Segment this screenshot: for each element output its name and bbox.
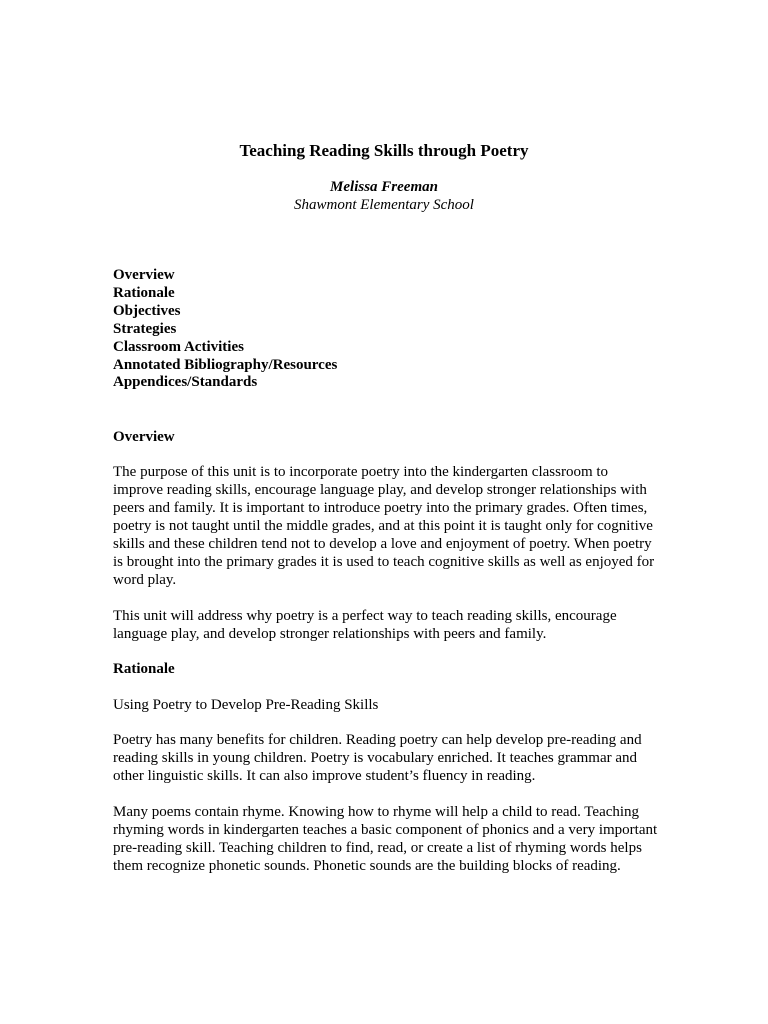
toc-item-rationale: Rationale [113, 284, 175, 301]
toc-item-objectives: Objectives [113, 302, 181, 319]
table-of-contents [113, 267, 673, 392]
school-name: Shawmont Elementary School [294, 197, 474, 213]
toc-item-appendices-standards: Appendices/Standards [113, 374, 258, 391]
rationale-paragraph-2: Many poems contain rhyme. Knowing how to rhyme will help a child to read. Teaching rhyming words in kindergarten teaches a basic component of phonics and a very important pre-reading skill. Teaching children to find, read, or create a list of rhyming words helps them recognize phonetic sounds. Phonetic sounds are the building blocks of reading. [113, 804, 658, 874]
rationale-paragraph-1: Poetry has many benefits for children. Reading poetry can help develop pre-reading and reading skills in young children. Poetry is vocabulary enriched. It teaches grammar and other linguistic skills. It can also improve student’s fluency in reading. [113, 732, 642, 784]
page-title: Teaching Reading Skills through Poetry [239, 141, 529, 160]
author-name: Melissa Freeman [330, 179, 438, 195]
rationale-subheading: Using Poetry to Develop Pre-Reading Skills [113, 697, 379, 713]
toc-item-annotated-bibliography: Annotated Bibliography/Resources [113, 356, 338, 373]
overview-paragraph-2: This unit will address why poetry is a perfect way to teach reading skills, encourage language play, and develop stronger relationships with peers and family. [113, 608, 617, 642]
toc-item-overview: Overview [113, 267, 175, 283]
toc-item-classroom-activities: Classroom Activities [113, 338, 244, 355]
overview-paragraph-1: The purpose of this unit is to incorporate poetry into the kindergarten classroom to improve reading skills, encourage language play, and develop stronger relationships with peers and family. It is important to introduce poetry into the primary grades. Often times, poetry is not taught until the middle grades, and at this point it is taught only for cognitive skills and these children tend not to develop a love and enjoyment of poetry. When poetry is brought into the primary grades it is used to teach cognitive skills as well as enjoyed for word play. [113, 464, 655, 588]
toc-item-strategies: Strategies [113, 320, 177, 337]
rationale-heading: Rationale [113, 661, 175, 677]
overview-heading: Overview [113, 429, 175, 445]
